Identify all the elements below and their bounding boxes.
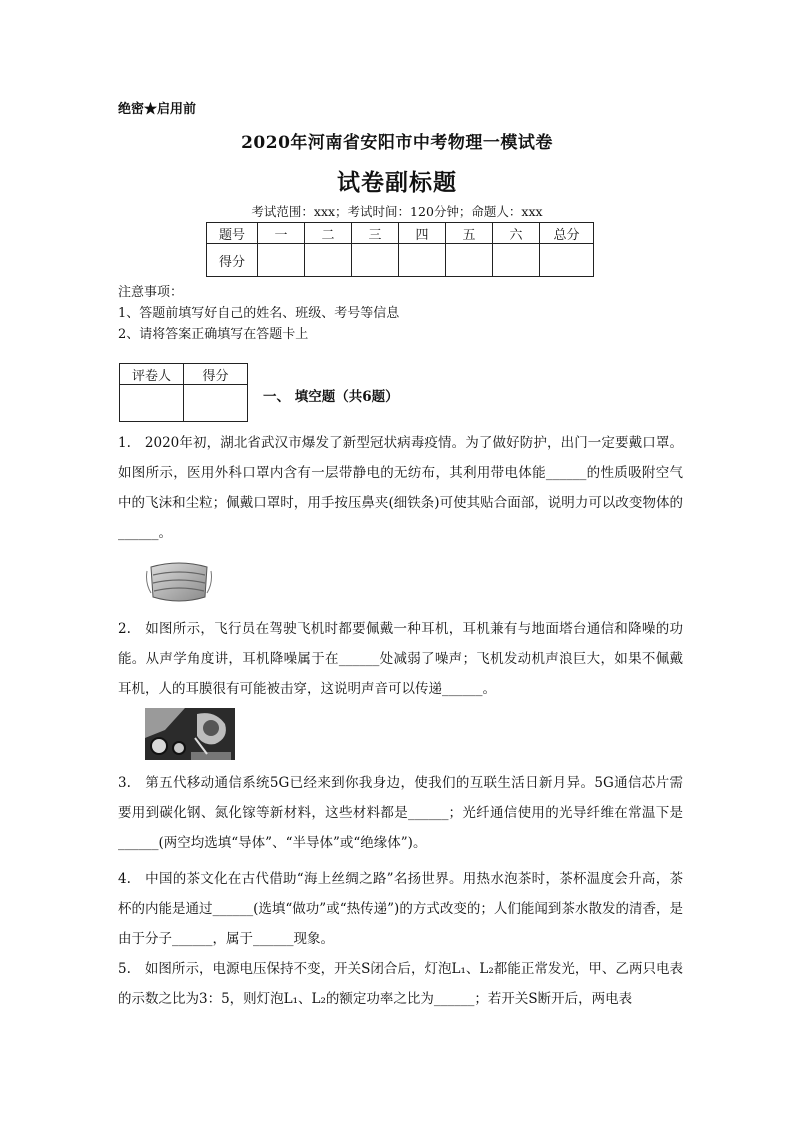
score-blank-cell [258, 244, 305, 277]
score-blank-cell [399, 244, 446, 277]
score-table-score-row [207, 244, 594, 277]
score-row-label: 得分 [207, 244, 258, 277]
notes-heading: 注意事项： [118, 285, 184, 300]
grader-label: 评卷人 [120, 364, 184, 385]
question-5 [118, 954, 683, 1014]
score-cell-1: 一 [258, 223, 305, 244]
question-number: 2. [118, 621, 131, 637]
question-4 [118, 864, 683, 954]
question-text: 2020年初，湖北省武汉市爆发了新型冠状病毒疫情。为了做好防护，出门一定要戴口罩。如图所示，医用外科口罩内含有一层带静电的无纺布，其利用带电体能______的性质吸附空气中的飞沫和尘粒；佩戴口罩时，用手按压鼻夹(细铁条)可使其贴合面部，说明力可以改变物体的______。 [118, 435, 683, 541]
exam-info: 考试范围：xxx；考试时间：120分钟；命题人：xxx [251, 204, 543, 219]
score-table [206, 222, 594, 277]
grader-score-label: 得分 [184, 364, 248, 385]
face-mask-image [145, 557, 213, 605]
score-cell-total: 总分 [540, 223, 594, 244]
notes-item: 1、答题前填写好自己的姓名、班级、考号等信息 [118, 306, 400, 321]
score-cell-4: 四 [399, 223, 446, 244]
section-title: 一、 填空题（共6题） [263, 389, 399, 405]
exam-title: 2020年河南省安阳市中考物理一模试卷 [241, 133, 553, 153]
question-text: 中国的茶文化在古代借助“海上丝绸之路”名扬世界。用热水泡茶时，茶杯温度会升高，茶杯的内能是通过______(选填“做功”或“热传递”)的方式改变的；人们能闻到茶水散发的清香，是由于分子______，属于______现象。 [118, 871, 683, 947]
grader-blank-cell [120, 385, 184, 422]
score-blank-cell [305, 244, 352, 277]
question-text: 如图所示，电源电压保持不变，开关S闭合后，灯泡L₁、L₂都能正常发光，甲、乙两只电表的示数之比为3：5，则灯泡L₁、L₂的额定功率之比为______；若开关S断开后，两电表 [118, 961, 683, 1007]
score-table-header-row [207, 223, 594, 244]
score-cell-3: 三 [352, 223, 399, 244]
exam-subtitle: 试卷副标题 [337, 169, 457, 196]
notes-item: 2、请将答案正确填写在答题卡上 [118, 327, 309, 342]
question-text: 如图所示，飞行员在驾驶飞机时都要佩戴一种耳机，耳机兼有与地面塔台通信和降噪的功能。从声学角度讲，耳机降噪属于在______处减弱了噪声；飞机发动机声浪巨大，如果不佩戴耳机，人的耳膜很有可能被击穿，这说明声音可以传递______。 [118, 621, 683, 697]
question-number: 1. [118, 435, 131, 451]
score-blank-cell [540, 244, 594, 277]
score-cell-5: 五 [446, 223, 493, 244]
question-2 [118, 614, 683, 704]
question-number: 3. [118, 775, 131, 791]
grader-blank-cell [184, 385, 248, 422]
question-1 [118, 428, 683, 548]
notes [118, 282, 399, 345]
score-blank-cell [493, 244, 540, 277]
score-cell-6: 六 [493, 223, 540, 244]
grader-table [119, 363, 248, 422]
pilot-cockpit-image [145, 708, 235, 760]
score-cell-label: 题号 [207, 223, 258, 244]
question-3 [118, 768, 683, 858]
score-cell-2: 二 [305, 223, 352, 244]
question-number: 5. [118, 961, 131, 977]
secret-label: 绝密★启用前 [118, 102, 197, 117]
score-blank-cell [352, 244, 399, 277]
question-text: 第五代移动通信系统5G已经来到你我身边，使我们的互联生活日新月异。5G通信芯片需要用到碳化钢、氮化镓等新材料，这些材料都是______；光纤通信使用的光导纤维在常温下是______(两空均选填“导体”、“半导体”或“绝缘体”)。 [118, 775, 683, 851]
question-number: 4. [118, 871, 131, 887]
score-blank-cell [446, 244, 493, 277]
